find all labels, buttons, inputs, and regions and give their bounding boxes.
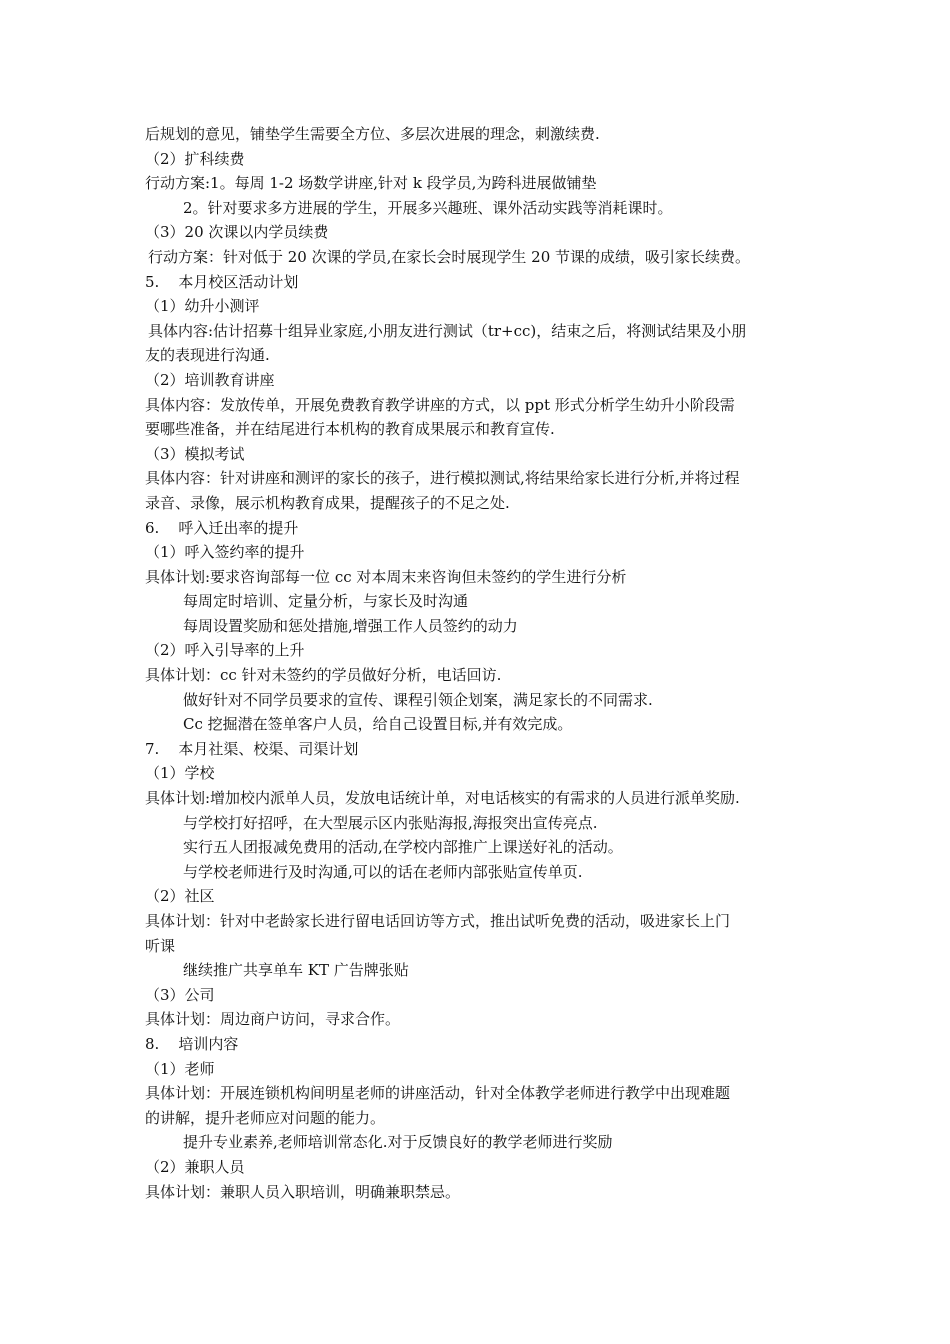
text-line: 7. 本月社渠、校渠、司渠计划 [145,739,359,758]
text-line: 要哪些准备，并在结尾进行本机构的教育成果展示和教育宣传. [145,420,555,439]
text-line: Cc 挖掘潜在签单客户人员，给自己设置目标,并有效完成。 [183,715,573,734]
text-line: 友的表现进行沟通. [145,346,270,365]
text-line: 行动方案：针对低于 20 次课的学员,在家长会时展现学生 20 节课的成绩，吸引家长续费。 [148,247,751,266]
text-line: （2）呼入引导率的上升 [145,641,305,660]
text-line: 具体内容：发放传单，开展免费教育教学讲座的方式，以 ppt 形式分析学生幼升小阶段需 [145,395,735,414]
text-line: （1）学校 [145,764,215,783]
text-line: （1）老师 [145,1059,215,1078]
text-line: （1）呼入签约率的提升 [145,543,305,562]
text-line: （2）扩科续费 [145,149,245,168]
text-line: 具体内容:估计招募十组异业家庭,小朋友进行测试（tr+cc)，结束之后，将测试结果及小朋 [148,321,747,340]
text-line: 具体内容：针对讲座和测评的家长的孩子，进行模拟测试,将结果给家长进行分析,并将过程 [145,469,740,488]
text-line: 具体计划：周边商户访问，寻求合作。 [145,1010,401,1029]
text-line: 行动方案:1。每周 1-2 场数学讲座,针对 k 段学员,为跨科进展做铺垫 [145,174,597,193]
text-line: （3）模拟考试 [145,444,245,463]
text-line: 录音、录像，展示机构教育成果，提醒孩子的不足之处. [145,493,510,512]
text-line: 具体计划:增加校内派单人员，发放电话统计单，对电话核实的有需求的人员进行派单奖励. [145,789,740,808]
text-line: 6. 呼入迁出率的提升 [145,518,299,537]
text-line: （3）20 次课以内学员续费 [145,223,329,242]
text-line: 5. 本月校区活动计划 [145,272,299,291]
text-line: （2）兼职人员 [145,1157,245,1176]
text-line: 每周定时培训、定量分析，与家长及时沟通 [183,592,469,611]
text-line: 2。针对要求多方进展的学生，开展多兴趣班、课外活动实践等消耗课时。 [183,198,673,217]
text-line: 具体计划：开展连锁机构间明星老师的讲座活动，针对全体教学老师进行教学中出现难题 [145,1084,731,1103]
text-line: （1）幼升小测评 [145,297,260,316]
text-line: 提升专业素养,老师培训常态化.对于反馈良好的教学老师进行奖励 [183,1133,613,1152]
text-line: 后规划的意见，铺垫学生需要全方位、多层次进展的理念，刺激续费. [145,125,600,143]
text-line: 继续推广共享单车 KT 广告牌张贴 [183,961,409,980]
text-line: 8. 培训内容 [145,1034,239,1053]
text-line: 听课 [145,936,176,955]
text-line: 与学校老师进行及时沟通,可以的话在老师内部张贴宣传单页. [183,862,583,881]
text-line: 的讲解，提升老师应对问题的能力。 [145,1108,386,1127]
document-body [145,122,810,1204]
text-line: 具体计划：针对中老龄家长进行留电话回访等方式，推出试听免费的活动，吸进家长上门 [145,912,731,930]
text-line: 做好针对不同学员要求的宣传、课程引领企划案，满足家长的不同需求. [183,690,653,709]
text-line: 具体计划：cc 针对未签约的学员做好分析，电话回访. [145,666,502,685]
text-line: （2）培训教育讲座 [145,370,275,389]
text-line: 具体计划：兼职人员入职培训，明确兼职禁忌。 [145,1182,461,1201]
text-line: （2）社区 [145,887,215,906]
text-line: 具体计划:要求咨询部每一位 cc 对本周末来咨询但未签约的学生进行分析 [145,567,627,586]
text-line: 实行五人团报减免费用的活动,在学校内部推广上课送好礼的活动。 [183,838,623,857]
text-line: 与学校打好招呼，在大型展示区内张贴海报,海报突出宣传亮点. [183,813,598,832]
text-line: 每周设置奖励和惩处措施,增强工作人员签约的动力 [183,616,518,635]
text-line: （3）公司 [145,985,215,1004]
